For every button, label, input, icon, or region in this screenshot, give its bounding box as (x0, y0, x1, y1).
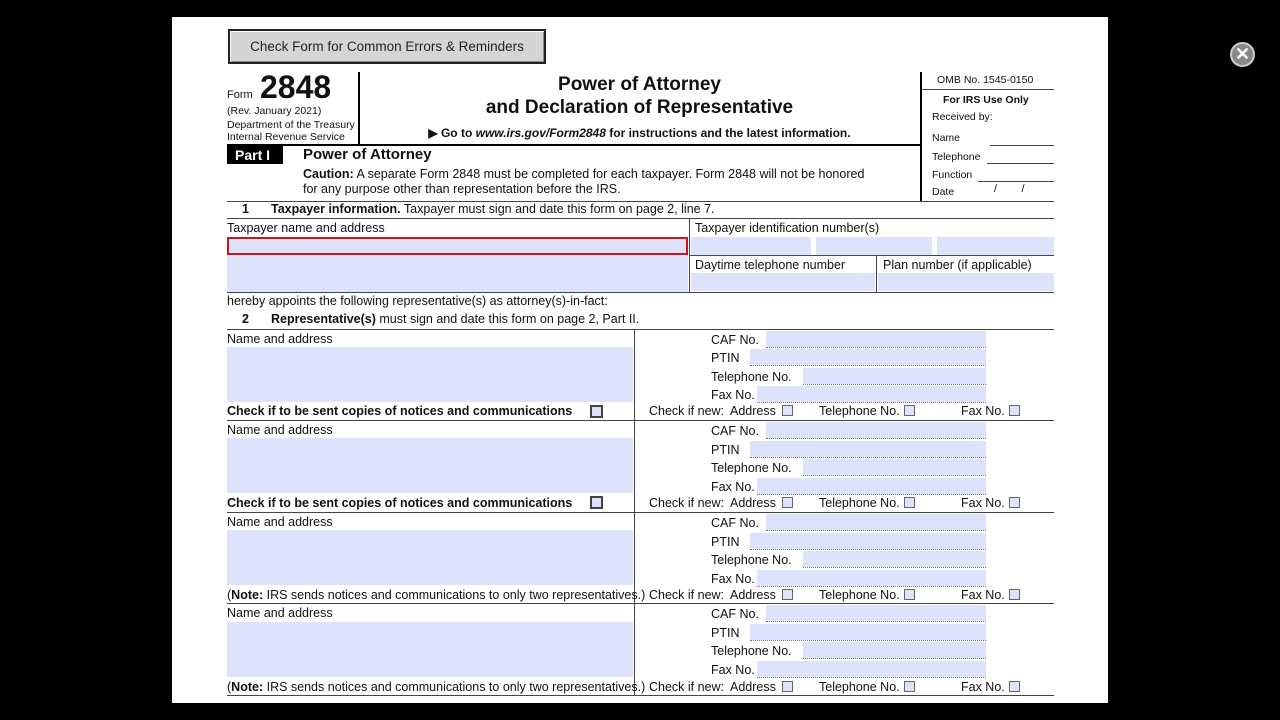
irs-date-slashes: / / (994, 183, 1025, 195)
irs-telephone-label: Telephone (932, 151, 981, 163)
plan-number-label: Plan number (if applicable) (883, 258, 1032, 272)
check-form-button[interactable]: Check Form for Common Errors & Reminders (228, 29, 546, 64)
taxpayer-name-label: Taxpayer name and address (227, 221, 385, 235)
rep1-name-address-field[interactable] (227, 347, 633, 402)
rep1-ptin-field[interactable] (750, 349, 986, 365)
caution-line2: for any purpose other than representation before the IRS. (303, 182, 621, 196)
rep2-check-new-label: Check if new: (649, 496, 725, 510)
rep3-check-new-label: Check if new: (649, 588, 725, 602)
daytime-phone-field[interactable] (691, 273, 875, 291)
dept-treasury: Department of the Treasury (227, 119, 355, 131)
rep2-new-fax-label: Fax No. (961, 496, 1005, 510)
rep3-telephone-checkbox[interactable] (904, 589, 915, 600)
rep4-name-label: Name and address (227, 606, 333, 620)
irs-name-label: Name (932, 132, 961, 144)
part-1-tag: Part I (227, 146, 283, 164)
rep1-address-label: Address (730, 404, 776, 418)
irs-function-label: Function (932, 169, 973, 181)
rep1-fax-label: Fax No. (711, 388, 755, 402)
rep2-fax-label: Fax No. (711, 480, 755, 494)
daytime-phone-label: Daytime telephone number (695, 258, 846, 272)
rep3-fax-field[interactable] (757, 570, 986, 586)
rep2-new-telephone-label: Telephone No. (819, 496, 900, 510)
tin-label: Taxpayer identification number(s) (695, 221, 880, 235)
rep1-fax-checkbox[interactable] (1009, 405, 1020, 416)
tin-field-1[interactable] (691, 237, 811, 255)
irs-link[interactable]: www.irs.gov/Form2848 (475, 126, 606, 140)
tin-field-3[interactable] (937, 237, 1054, 255)
rep4-caf-field[interactable] (766, 605, 986, 621)
rep3-ptin-field[interactable] (750, 533, 986, 549)
rep2-address-checkbox[interactable] (782, 497, 793, 508)
rep1-address-checkbox[interactable] (782, 405, 793, 416)
rep2-telephone-field[interactable] (803, 459, 986, 475)
rep3-caf-label: CAF No. (711, 516, 759, 530)
instructions-line: ▶ Go to www.irs.gov/Form2848 for instructions and the latest information. (428, 126, 851, 140)
rep3-note: (Note: IRS sends notices and communications to only two representatives.) (227, 588, 646, 602)
rep2-fax-field[interactable] (757, 478, 986, 494)
rep2-name-label: Name and address (227, 423, 333, 437)
rep1-telephone-checkbox[interactable] (904, 405, 915, 416)
rep4-address-label: Address (730, 680, 776, 694)
line1-heading: Taxpayer information. Taxpayer must sign and date this form on page 2, line 7. (271, 202, 715, 216)
appoints-text: hereby appoints the following representative(s) as attorney(s)-in-fact: (227, 294, 608, 308)
rep3-new-telephone-label: Telephone No. (819, 588, 900, 602)
rep2-ptin-field[interactable] (750, 441, 986, 457)
rep4-telephone-checkbox[interactable] (904, 681, 915, 692)
line1-number: 1 (242, 202, 249, 216)
rev-date: (Rev. January 2021) (227, 105, 322, 117)
rep2-send-copies-label: Check if to be sent copies of notices and communications (227, 496, 573, 510)
form-title-line1: Power of Attorney (558, 74, 721, 95)
rep3-new-fax-label: Fax No. (961, 588, 1005, 602)
irs-label: Internal Revenue Service (227, 131, 345, 143)
rep3-ptin-label: PTIN (711, 535, 740, 549)
rep2-telephone-label: Telephone No. (711, 461, 792, 475)
rep3-fax-label: Fax No. (711, 572, 755, 586)
rep4-ptin-field[interactable] (750, 624, 986, 640)
received-by: Received by: (932, 111, 993, 123)
rep1-send-copies-checkbox[interactable] (590, 405, 603, 418)
taxpayer-name-input[interactable] (227, 237, 688, 255)
rep4-telephone-label: Telephone No. (711, 644, 792, 658)
rep4-check-new-label: Check if new: (649, 680, 725, 694)
caution-line1: Caution: A separate Form 2848 must be completed for each taxpayer. Form 2848 will not be honored (303, 167, 865, 181)
rep4-address-checkbox[interactable] (782, 681, 793, 692)
rep4-caf-label: CAF No. (711, 607, 759, 621)
rep1-name-label: Name and address (227, 332, 333, 346)
plan-number-field[interactable] (878, 273, 1054, 291)
line2-heading: Representative(s) must sign and date this form on page 2, Part II. (271, 312, 640, 326)
rep1-send-copies-label: Check if to be sent copies of notices and communications (227, 404, 573, 418)
rep3-telephone-field[interactable] (803, 551, 986, 567)
rep2-fax-checkbox[interactable] (1009, 497, 1020, 508)
rep3-telephone-label: Telephone No. (711, 553, 792, 567)
rep2-send-copies-checkbox[interactable] (590, 496, 603, 509)
tin-field-2[interactable] (816, 237, 932, 255)
rep2-address-label: Address (730, 496, 776, 510)
rep2-ptin-label: PTIN (711, 443, 740, 457)
rep4-new-fax-label: Fax No. (961, 680, 1005, 694)
rep4-fax-field[interactable] (757, 661, 986, 677)
rep3-address-label: Address (730, 588, 776, 602)
rep2-caf-label: CAF No. (711, 424, 759, 438)
form-word: Form (227, 89, 253, 101)
rep4-note: (Note: IRS sends notices and communications to only two representatives.) (227, 680, 646, 694)
rep3-name-address-field[interactable] (227, 530, 633, 585)
rep1-fax-field[interactable] (757, 386, 986, 402)
close-icon[interactable]: ✕ (1230, 42, 1255, 67)
line2-number: 2 (242, 312, 249, 326)
omb-number: OMB No. 1545-0150 (937, 74, 1034, 86)
rep2-caf-field[interactable] (766, 422, 986, 438)
rep4-telephone-field[interactable] (803, 642, 986, 658)
rep3-name-label: Name and address (227, 515, 333, 529)
form-title-line2: and Declaration of Representative (485, 97, 794, 118)
rep1-ptin-label: PTIN (711, 351, 740, 365)
rep2-telephone-checkbox[interactable] (904, 497, 915, 508)
rep4-name-address-field[interactable] (227, 622, 633, 677)
rep3-fax-checkbox[interactable] (1009, 589, 1020, 600)
form-number: 2848 (260, 69, 332, 105)
rep2-name-address-field[interactable] (227, 438, 633, 493)
rep1-new-telephone-label: Telephone No. (819, 404, 900, 418)
taxpayer-address-field[interactable] (227, 255, 688, 292)
part-1-title: Power of Attorney (303, 146, 432, 163)
rep1-caf-field[interactable] (766, 331, 986, 347)
form-page (172, 17, 1108, 703)
rep3-address-checkbox[interactable] (782, 589, 793, 600)
rep1-telephone-field[interactable] (803, 368, 986, 384)
rep1-new-fax-label: Fax No. (961, 404, 1005, 418)
irs-date-label: Date (932, 186, 955, 198)
rep1-check-new-label: Check if new: (649, 404, 725, 418)
rep4-ptin-label: PTIN (711, 626, 740, 640)
rep4-fax-checkbox[interactable] (1009, 681, 1020, 692)
rep4-new-telephone-label: Telephone No. (819, 680, 900, 694)
rep1-telephone-label: Telephone No. (711, 370, 792, 384)
rep3-caf-field[interactable] (766, 514, 986, 530)
rep4-fax-label: Fax No. (711, 663, 755, 677)
irs-use-only: For IRS Use Only (943, 94, 1029, 106)
rep1-caf-label: CAF No. (711, 333, 759, 347)
